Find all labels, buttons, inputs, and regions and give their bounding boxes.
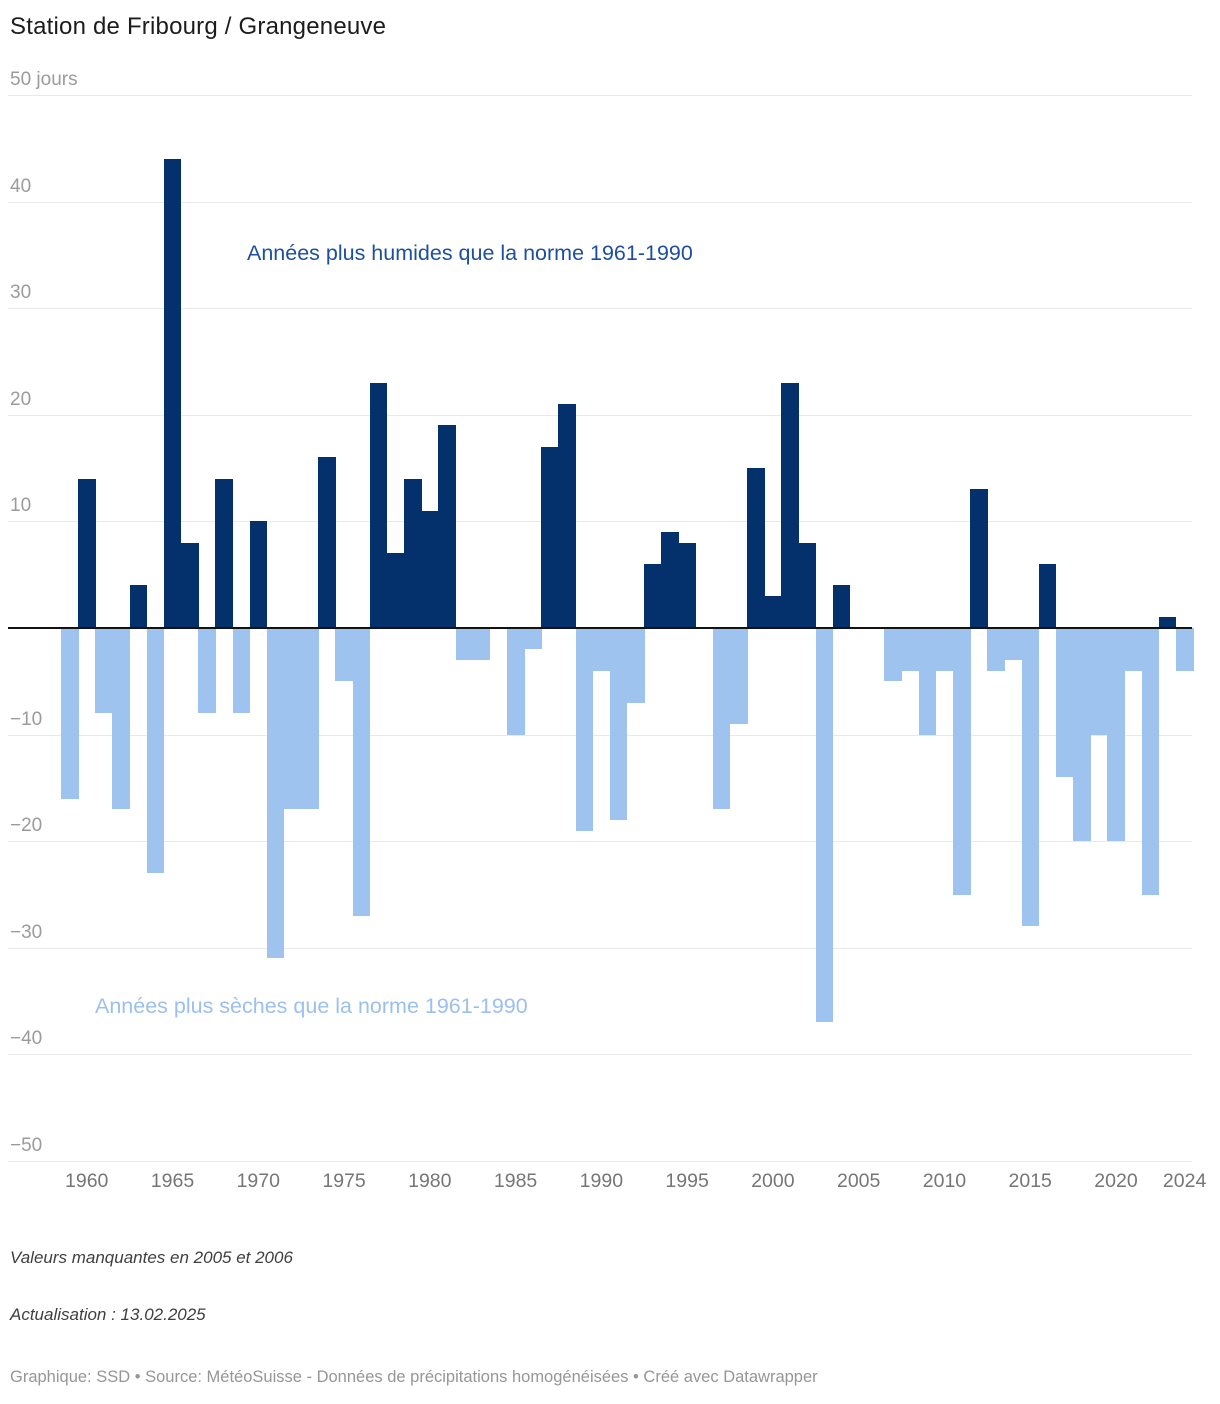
bar-1965[interactable] (164, 159, 182, 628)
y-tick-label--30: −30 (10, 921, 43, 943)
bar-2001[interactable] (781, 383, 799, 628)
bar-2021[interactable] (1125, 628, 1143, 671)
bar-1995[interactable] (679, 543, 697, 628)
gridline-10 (8, 521, 1192, 522)
bar-1973[interactable] (301, 628, 319, 809)
x-tick-label-1960: 1960 (65, 1170, 109, 1192)
x-tick-label-2005: 2005 (836, 1170, 881, 1192)
bar-1985[interactable] (507, 628, 525, 735)
bar-2022[interactable] (1142, 628, 1160, 895)
gridline-30 (8, 308, 1192, 309)
bar-1992[interactable] (627, 628, 645, 703)
bar-1969[interactable] (233, 628, 251, 713)
gridline-50 (8, 95, 1192, 96)
bar-1960[interactable] (78, 479, 96, 628)
bar-2019[interactable] (1090, 628, 1108, 735)
bar-1986[interactable] (524, 628, 542, 649)
bar-2013[interactable] (987, 628, 1005, 671)
y-tick-label-50: 50 jours (10, 69, 78, 90)
attribution-line: Graphique: SSD • Source: MétéoSuisse - Données de précipitations homogénéisées • Créé avec Datawrapper (10, 1368, 818, 1386)
bar-1982[interactable] (456, 628, 474, 660)
gridline-40 (8, 202, 1192, 203)
x-tick-label-2010: 2010 (922, 1170, 967, 1192)
bar-1961[interactable] (95, 628, 113, 713)
bar-1993[interactable] (644, 564, 662, 628)
bar-2009[interactable] (919, 628, 937, 735)
y-tick-label-20: 20 (10, 388, 32, 410)
bar-1988[interactable] (558, 404, 576, 628)
bar-2017[interactable] (1056, 628, 1074, 777)
gridline--40 (8, 1054, 1192, 1055)
gridline-20 (8, 415, 1192, 416)
zero-axis-line (8, 627, 1192, 629)
bar-2012[interactable] (970, 489, 988, 628)
chart-title: Station de Fribourg / Grangeneuve (10, 13, 387, 40)
bar-1978[interactable] (387, 553, 405, 628)
x-tick-label-2020: 2020 (1094, 1170, 1138, 1192)
y-tick-label--40: −40 (10, 1028, 43, 1050)
x-tick-label-1965: 1965 (150, 1170, 195, 1192)
bar-1967[interactable] (198, 628, 216, 713)
y-tick-label-40: 40 (10, 175, 32, 197)
bar-1962[interactable] (112, 628, 130, 809)
x-tick-label-1990: 1990 (579, 1170, 624, 1192)
bar-1997[interactable] (713, 628, 731, 809)
y-tick-label--10: −10 (10, 708, 43, 730)
x-tick-label-1995: 1995 (665, 1170, 709, 1192)
gridline--30 (8, 948, 1192, 949)
gridline--20 (8, 841, 1192, 842)
y-tick-label--50: −50 (10, 1135, 43, 1156)
x-tick-label-1970: 1970 (236, 1170, 280, 1192)
bar-1994[interactable] (661, 532, 679, 628)
bar-2014[interactable] (1004, 628, 1022, 660)
bar-1968[interactable] (215, 479, 233, 628)
bar-1970[interactable] (250, 521, 268, 628)
bar-2003[interactable] (816, 628, 834, 1022)
missing-values-note: Valeurs manquantes en 2005 et 2006 (10, 1248, 293, 1267)
bar-1998[interactable] (730, 628, 748, 724)
bar-1987[interactable] (541, 447, 559, 628)
bar-2011[interactable] (953, 628, 971, 895)
y-tick-label--20: −20 (10, 815, 43, 837)
wet-years-annotation: Années plus humides que la norme 1961-1990 (247, 241, 693, 265)
bar-1991[interactable] (610, 628, 628, 820)
x-tick-label-1980: 1980 (408, 1170, 452, 1192)
gridline--10 (8, 735, 1192, 736)
x-tick-label-2024: 2024 (1162, 1170, 1207, 1192)
dry-years-annotation: Années plus sèches que la norme 1961-1990 (95, 994, 528, 1018)
x-tick-label-1975: 1975 (322, 1170, 366, 1192)
bar-2002[interactable] (799, 543, 817, 628)
bar-2015[interactable] (1022, 628, 1040, 926)
bar-1979[interactable] (404, 479, 422, 628)
bar-1990[interactable] (593, 628, 611, 671)
bar-1971[interactable] (267, 628, 285, 958)
bar-1989[interactable] (576, 628, 594, 831)
gridline--50 (8, 1161, 1192, 1162)
bar-1977[interactable] (370, 383, 388, 628)
x-tick-label-2000: 2000 (751, 1170, 795, 1192)
x-tick-label-2015: 2015 (1008, 1170, 1052, 1192)
bar-1999[interactable] (747, 468, 765, 628)
bar-1966[interactable] (181, 543, 199, 628)
bar-1976[interactable] (353, 628, 371, 916)
bar-2008[interactable] (902, 628, 920, 671)
bar-2004[interactable] (833, 585, 851, 628)
bar-2018[interactable] (1073, 628, 1091, 841)
bar-1983[interactable] (473, 628, 491, 660)
bar-2007[interactable] (884, 628, 902, 681)
bar-1974[interactable] (318, 457, 336, 628)
x-tick-label-1985: 1985 (493, 1170, 538, 1192)
bar-2000[interactable] (764, 596, 782, 628)
bar-1963[interactable] (130, 585, 148, 628)
bar-1975[interactable] (335, 628, 353, 681)
bar-1981[interactable] (438, 425, 456, 628)
bar-1959[interactable] (61, 628, 79, 799)
bar-1964[interactable] (147, 628, 165, 873)
bar-1972[interactable] (284, 628, 302, 809)
y-tick-label-30: 30 (10, 282, 32, 304)
bar-1980[interactable] (421, 511, 439, 628)
bar-2010[interactable] (936, 628, 954, 671)
update-note: Actualisation : 13.02.2025 (10, 1305, 206, 1324)
bar-2024[interactable] (1176, 628, 1194, 671)
bar-2020[interactable] (1107, 628, 1125, 841)
bar-2016[interactable] (1039, 564, 1057, 628)
y-tick-label-10: 10 (10, 495, 32, 517)
